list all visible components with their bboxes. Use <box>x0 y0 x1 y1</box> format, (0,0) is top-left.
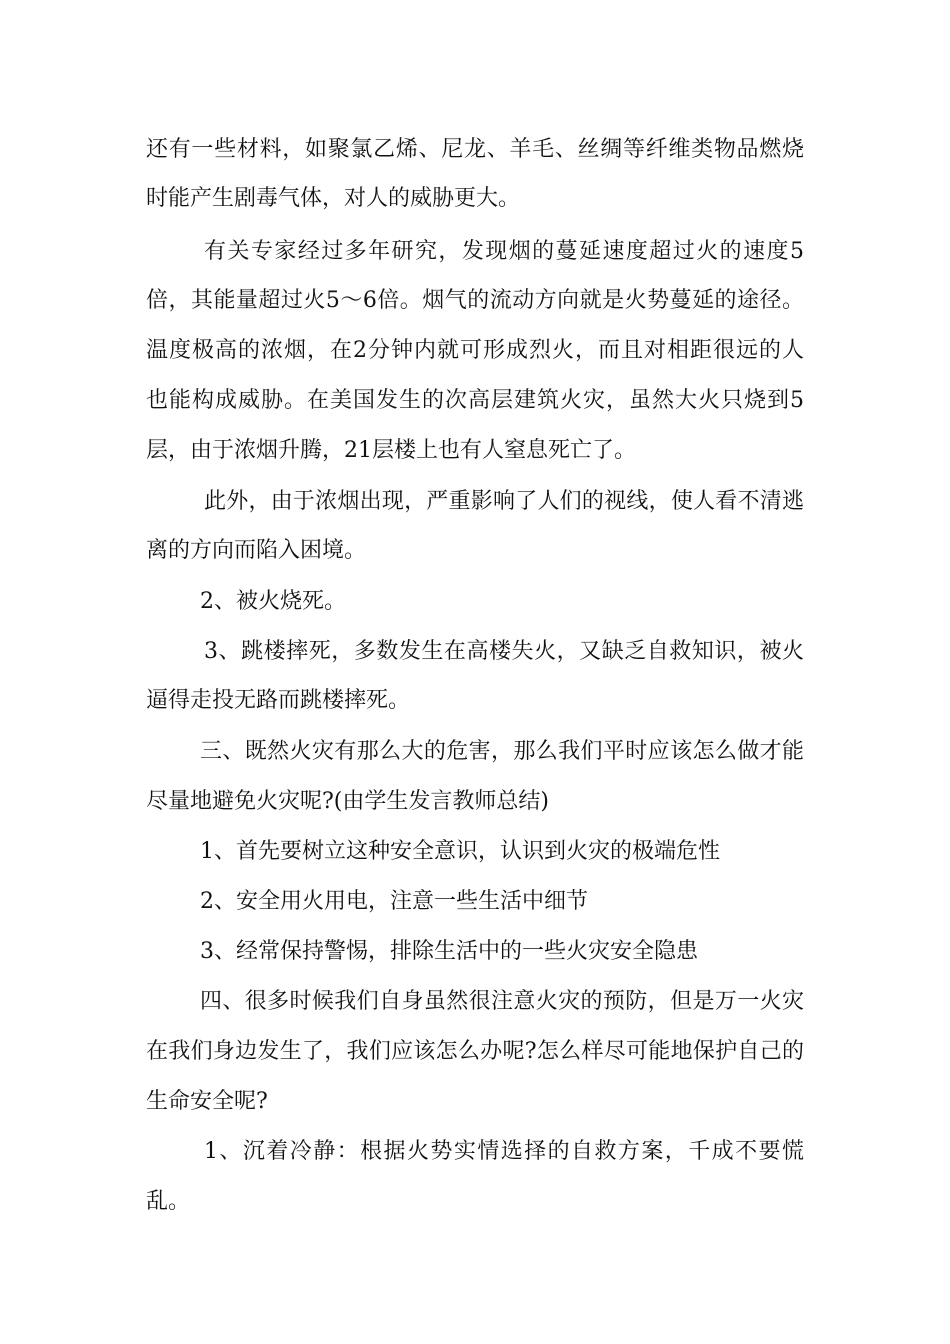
text-line: 乱。 <box>146 1189 191 1214</box>
text-line: 三、既然火灾有那么大的危害，那么我们平时应该怎么做才能 <box>200 739 804 764</box>
text-line: 层，由于浓烟升腾，21层楼上也有人窒息死亡了。 <box>146 438 636 463</box>
text-line: 在我们身边发生了，我们应该怎么办呢?怎么样尽可能地保护自己的 <box>146 1039 804 1064</box>
text-line: 1、首先要树立这种安全意识，认识到火灾的极端危性 <box>200 839 720 864</box>
text-line: 2、被火烧死。 <box>200 589 346 614</box>
text-line: 倍，其能量超过火5～6倍。烟气的流动方向就是火势蔓延的途径。 <box>146 288 804 313</box>
text-line: 尽量地避免火灾呢?(由学生发言教师总结) <box>146 789 549 814</box>
text-line: 时能产生剧毒气体，对人的威胁更大。 <box>146 186 521 211</box>
text-line: 四、很多时候我们自身虽然很注意火灾的预防，但是万一火灾 <box>200 989 804 1014</box>
text-line: 3、经常保持警惕，排除生活中的一些火灾安全隐患 <box>200 939 698 964</box>
text-line: 3、跳楼摔死，多数发生在高楼失火，又缺乏自救知识，被火 <box>204 639 804 664</box>
text-line: 还有一些材料，如聚氯乙烯、尼龙、羊毛、丝绸等纤维类物品燃烧 <box>146 137 804 162</box>
text-line: 1、沉着冷静：根据火势实情选择的自救方案，千成不要慌 <box>204 1139 804 1164</box>
text-line: 此外，由于浓烟出现，严重影响了人们的视线，使人看不清逃 <box>204 489 804 514</box>
text-line: 2、安全用火用电，注意一些生活中细节 <box>200 889 588 914</box>
text-line: 生命安全呢? <box>146 1089 268 1114</box>
text-line: 离的方向而陷入困境。 <box>146 538 367 563</box>
text-line: 逼得走投无路而跳楼摔死。 <box>146 688 411 713</box>
text-line: 有关专家经过多年研究，发现烟的蔓延速度超过火的速度5 <box>204 239 804 264</box>
text-line: 也能构成威胁。在美国发生的次高层建筑火灾，虽然大火只烧到5 <box>146 388 804 413</box>
text-line: 温度极高的浓烟，在2分钟内就可形成烈火，而且对相距很远的人 <box>146 338 804 363</box>
